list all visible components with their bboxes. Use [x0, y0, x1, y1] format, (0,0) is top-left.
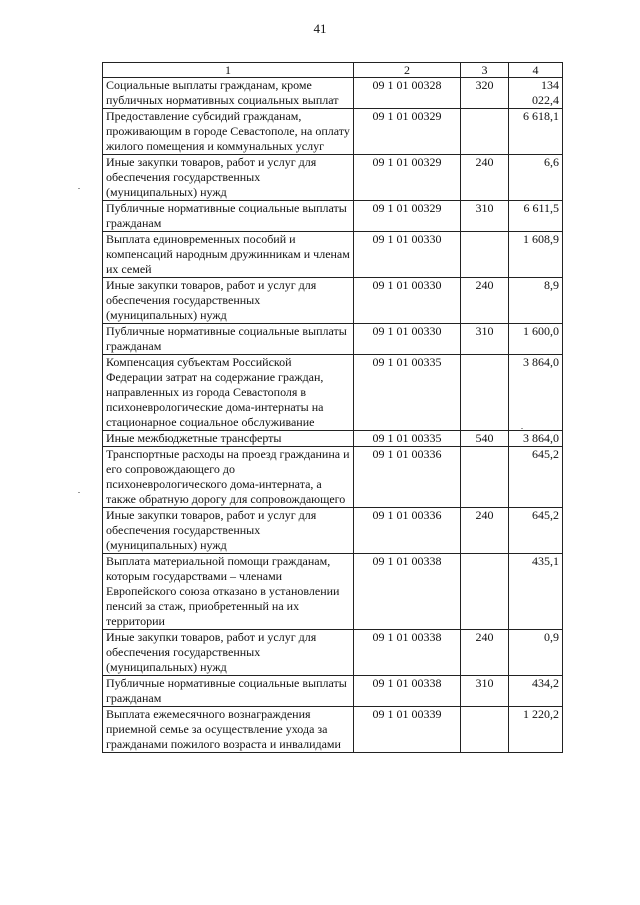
table-row [103, 554, 563, 630]
row-code-cell: 09 1 01 00336 [354, 508, 461, 554]
row-code-cell: 09 1 01 00330 [354, 278, 461, 324]
row-amount-cell: 3 864,0 [509, 355, 563, 431]
scan-speck [521, 428, 523, 429]
row-type-cell: 240 [461, 278, 509, 324]
row-type-cell: 310 [461, 324, 509, 355]
row-code-cell: 09 1 01 00328 [354, 78, 461, 109]
row-amount-cell: 645,2 [509, 447, 563, 508]
row-amount-cell: 1 600,0 [509, 324, 563, 355]
row-amount-cell: 134 022,4 [509, 78, 563, 109]
table-row [103, 278, 563, 324]
table-row [103, 355, 563, 431]
table-row [103, 232, 563, 278]
row-type-cell: 310 [461, 201, 509, 232]
row-type-cell [461, 447, 509, 508]
row-name-cell: Выплата материальной помощи гражданам, которым государствами – членами Европейского союза отказано в установлении пенсий за стаж, приобретенный на их территории [103, 554, 354, 630]
row-name-cell: Предоставление субсидий гражданам, проживающим в городе Севастополе, на оплату жилого помещения и коммунальных услуг [103, 109, 354, 155]
header-col-2: 2 [354, 63, 461, 78]
row-type-cell [461, 232, 509, 278]
header-col-4: 4 [509, 63, 563, 78]
row-name-cell: Иные закупки товаров, работ и услуг для обеспечения государственных (муниципальных) нужд [103, 508, 354, 554]
row-type-cell [461, 109, 509, 155]
header-row [103, 63, 563, 78]
table-row [103, 109, 563, 155]
row-name-cell: Компенсация субъектам Российской Федерации затрат на содержание граждан, направленных из города Севастополя в психоневрологические дома-интернаты на стационарное социальное обслуживание [103, 355, 354, 431]
table-row [103, 78, 563, 109]
table-row [103, 201, 563, 232]
row-amount-cell: 435,1 [509, 554, 563, 630]
row-name-cell: Иные межбюджетные трансферты [103, 431, 354, 447]
row-code-cell: 09 1 01 00330 [354, 232, 461, 278]
row-type-cell: 310 [461, 676, 509, 707]
row-amount-cell: 1 608,9 [509, 232, 563, 278]
row-amount-cell: 6,6 [509, 155, 563, 201]
row-type-cell: 240 [461, 630, 509, 676]
row-code-cell: 09 1 01 00335 [354, 431, 461, 447]
row-name-cell: Транспортные расходы на проезд гражданина и его сопровождающего до психоневрологического дома-интерната, а также обратную дорогу для сопровождающего [103, 447, 354, 508]
row-code-cell: 09 1 01 00338 [354, 630, 461, 676]
page-number: 41 [313, 21, 327, 36]
header-col-3: 3 [461, 63, 509, 78]
row-code-cell: 09 1 01 00338 [354, 554, 461, 630]
row-code-cell: 09 1 01 00338 [354, 676, 461, 707]
row-amount-cell: 6 618,1 [509, 109, 563, 155]
row-code-cell: 09 1 01 00330 [354, 324, 461, 355]
row-code-cell: 09 1 01 00339 [354, 707, 461, 753]
table-row [103, 324, 563, 355]
table-row [103, 508, 563, 554]
table-row [103, 630, 563, 676]
row-type-cell: 540 [461, 431, 509, 447]
row-name-cell: Публичные нормативные социальные выплаты гражданам [103, 201, 354, 232]
scan-speck [78, 492, 80, 493]
header-col-1: 1 [103, 63, 354, 78]
row-type-cell [461, 554, 509, 630]
row-amount-cell: 434,2 [509, 676, 563, 707]
row-type-cell [461, 707, 509, 753]
row-name-cell: Иные закупки товаров, работ и услуг для обеспечения государственных (муниципальных) нужд [103, 155, 354, 201]
scan-speck [78, 188, 80, 189]
row-amount-cell: 645,2 [509, 508, 563, 554]
row-code-cell: 09 1 01 00336 [354, 447, 461, 508]
row-code-cell: 09 1 01 00329 [354, 109, 461, 155]
row-type-cell: 320 [461, 78, 509, 109]
row-amount-cell: 1 220,2 [509, 707, 563, 753]
row-code-cell: 09 1 01 00335 [354, 355, 461, 431]
row-name-cell: Иные закупки товаров, работ и услуг для обеспечения государственных (муниципальных) нужд [103, 630, 354, 676]
row-amount-cell: 6 611,5 [509, 201, 563, 232]
row-name-cell: Выплата единовременных пособий и компенсаций народным дружинникам и членам их семей [103, 232, 354, 278]
row-name-cell: Выплата ежемесячного вознаграждения приемной семье за осуществление ухода за гражданами пожилого возраста и инвалидами [103, 707, 354, 753]
row-name-cell: Социальные выплаты гражданам, кроме публичных нормативных социальных выплат [103, 78, 354, 109]
row-amount-cell: 8,9 [509, 278, 563, 324]
table-row [103, 447, 563, 508]
table-row [103, 155, 563, 201]
row-code-cell: 09 1 01 00329 [354, 155, 461, 201]
row-name-cell: Иные закупки товаров, работ и услуг для обеспечения государственных (муниципальных) нужд [103, 278, 354, 324]
row-type-cell: 240 [461, 508, 509, 554]
table-row [103, 431, 563, 447]
row-name-cell: Публичные нормативные социальные выплаты гражданам [103, 676, 354, 707]
row-amount-cell: 0,9 [509, 630, 563, 676]
row-amount-cell: 3 864,0 [509, 431, 563, 447]
budget-table [102, 62, 563, 753]
table-row [103, 707, 563, 753]
row-type-cell [461, 355, 509, 431]
row-name-cell: Публичные нормативные социальные выплаты гражданам [103, 324, 354, 355]
row-code-cell: 09 1 01 00329 [354, 201, 461, 232]
table-row [103, 676, 563, 707]
row-type-cell: 240 [461, 155, 509, 201]
